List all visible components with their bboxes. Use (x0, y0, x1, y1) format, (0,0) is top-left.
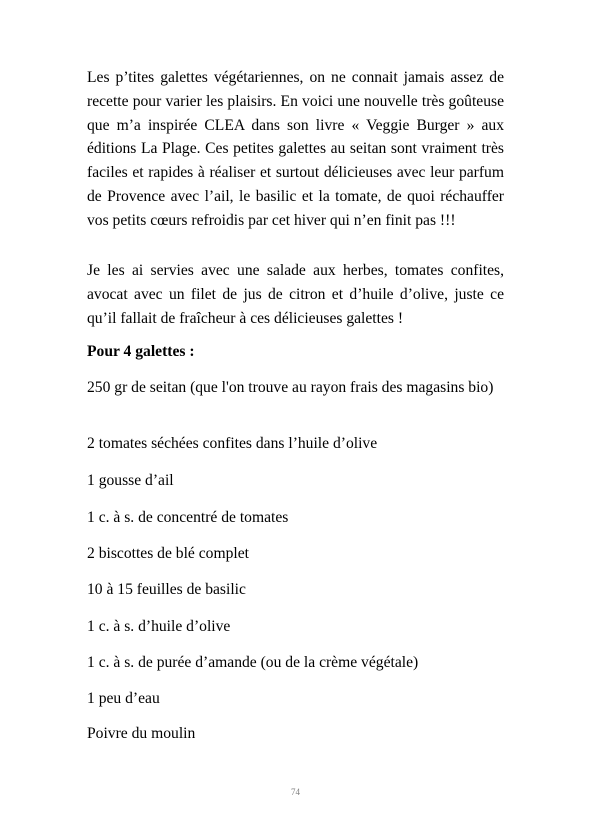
ingredient-item: 1 peu d’eau (87, 690, 160, 707)
page-number: 74 (291, 787, 300, 797)
ingredient-item: 10 à 15 feuilles de basilic (87, 581, 246, 598)
ingredient-item: 250 gr de seitan (que l'on trouve au rayon frais des magasins bio) (87, 379, 494, 396)
ingredient-item: 1 c. à s. d’huile d’olive (87, 618, 231, 635)
ingredient-item: 2 biscottes de blé complet (87, 545, 249, 562)
intro-paragraph-1: Les p’tites galettes végétariennes, on ne connait jamais assez de recette pour varier les plaisirs. En voici une nouvelle très goûteuse que m’a inspirée CLEA dans son livre « Veggie Burger » aux éditions La Plage. Ces petites galettes au seitan sont vraiment très faciles et rapides à réaliser et surtout délicieuses avec leur parfum de Provence avec l’ail, le basilic et la tomate, de quoi réchauffer vos petits cœurs refroidis par cet hiver qui n’en finit pas !!! (87, 69, 504, 229)
ingredients-heading: Pour 4 galettes : (87, 343, 195, 360)
ingredient-item: 1 c. à s. de concentré de tomates (87, 509, 289, 526)
ingredient-item: 1 c. à s. de purée d’amande (ou de la crème végétale) (87, 654, 419, 671)
intro-paragraph-2: Je les ai servies avec une salade aux herbes, tomates confites, avocat avec un filet de jus de citron et d’huile d’olive, juste ce qu’il fallait de fraîcheur à ces délicieuses galettes ! (87, 262, 504, 327)
ingredient-item: 2 tomates séchées confites dans l’huile d’olive (87, 435, 378, 452)
ingredient-item: Poivre du moulin (87, 725, 196, 742)
ingredient-item: 1 gousse d’ail (87, 472, 174, 489)
